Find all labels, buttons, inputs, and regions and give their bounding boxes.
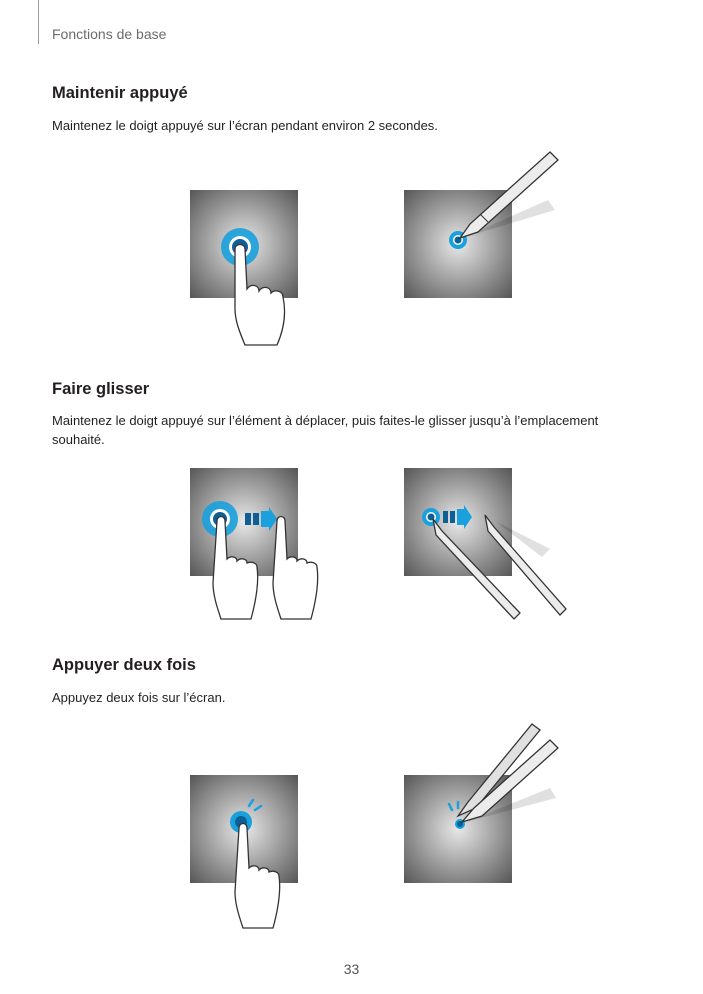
page-number: 33 [343, 961, 360, 977]
chapter-header: Fonctions de base [52, 26, 167, 42]
illustration-double-tap-finger [185, 770, 310, 935]
section-text-long-press: Maintenez le doigt appuyé sur l’écran pendant environ 2 secondes. [52, 118, 438, 133]
drag-arrow-segment [443, 511, 448, 523]
section-title-long-press: Maintenir appuyé [52, 84, 188, 102]
illustration-long-press-pen [400, 148, 565, 303]
drag-arrow-segment [245, 513, 251, 525]
section-title-drag: Faire glisser [52, 380, 150, 398]
section-text-double-tap: Appuyez deux fois sur l’écran. [52, 690, 226, 705]
illustration-long-press-finger [185, 185, 310, 355]
section-title-double-tap: Appuyer deux fois [52, 656, 196, 674]
header-rule [38, 0, 39, 44]
illustration-drag-pen [400, 463, 570, 618]
drag-arrow-segment [450, 511, 455, 523]
drag-arrow-segment [253, 513, 259, 525]
illustration-double-tap-pen [400, 718, 565, 888]
illustration-drag-finger [185, 463, 350, 628]
section-text-drag: Maintenez le doigt appuyé sur l’élément à déplacer, puis faites-le glisser jusqu’à l’emplacement souhaité. [52, 413, 599, 447]
